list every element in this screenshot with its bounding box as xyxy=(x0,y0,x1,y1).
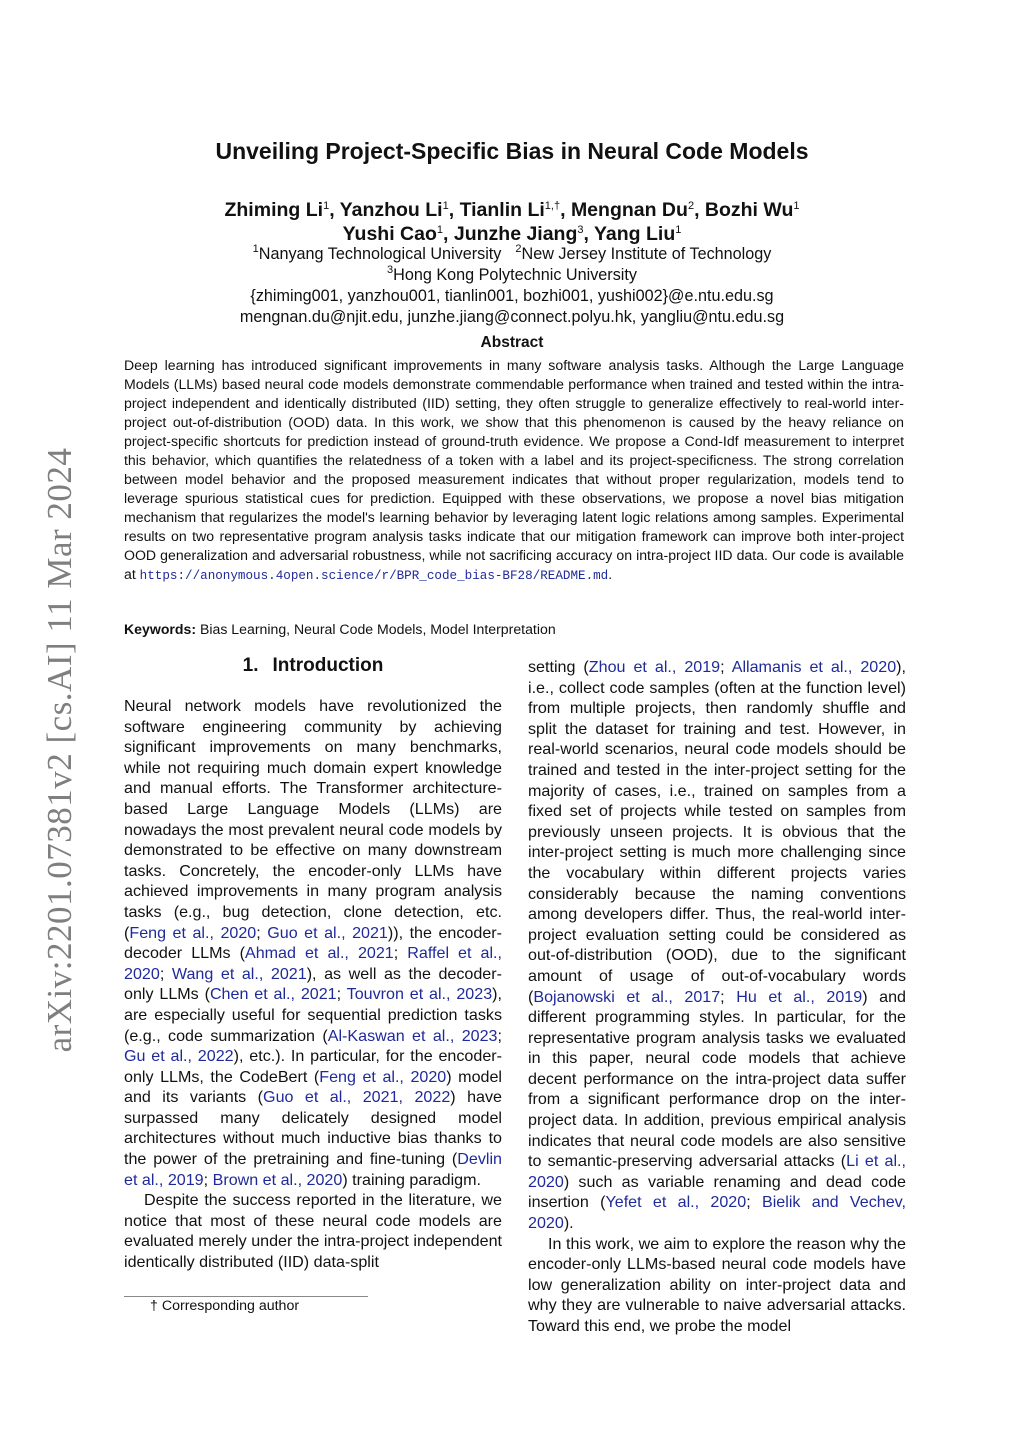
body-text: ), i.e., collect code samples (often at the function level) from multiple projects, then randomly shuffle and split the dataset for training and test. However, in real-world scenarios, neural code models should be trained and tested in the inter-project setting for the majority of cases, i.e., trained on samples from a fixed set of projects while tested on samples from previously unseen projects. It is obvious that the inter-project setting is much more challenging since the vocabulary within different projects varies considerably because the naming conventions among developers differ. Thus, the real-world inter-project evaluation setting could be considered as out-of-distribution (OOD), due to the significant amount of usage of out-of-vocabulary words ( xyxy=(528,658,906,1006)
author-affiliation-marker: 1 xyxy=(675,224,682,236)
keywords-label: Keywords: xyxy=(124,621,197,637)
body-text: ; xyxy=(393,944,408,963)
citation-link[interactable]: Raffel et al., 2020 xyxy=(124,944,502,983)
author-affiliation-marker: 1 xyxy=(793,200,800,212)
keywords xyxy=(124,620,904,639)
citation-link[interactable]: Brown et al., 2020 xyxy=(212,1170,343,1189)
author-name: Tianlin Li xyxy=(459,199,545,221)
author-separator: , xyxy=(329,199,340,221)
author-line-2 xyxy=(0,222,1024,246)
affiliations xyxy=(0,244,1024,328)
citation-link[interactable]: Ahmad et al., 2021 xyxy=(244,944,394,963)
author-separator: , xyxy=(694,199,705,221)
paragraph xyxy=(528,1234,906,1337)
citation-link[interactable]: Touvron et al., 2023 xyxy=(346,985,493,1004)
abstract-end: . xyxy=(608,566,613,582)
citation-link[interactable]: Yefet et al., 2020 xyxy=(605,1193,747,1212)
citation-link[interactable]: Allamanis et al., 2020 xyxy=(731,658,897,676)
abstract-text: Deep learning has introduced significant improvements in many software analysis tasks. Although the Large Language Models (LLMs) based neural code models demonstrate commendable performance when trained and tested within the intra-project independent and identically distributed (IID) setting, they often struggle to generalize effectively to real-world inter-project out-of-distribution (OOD) data. In this work, we show that this phenomenon is caused by the heavy reliance on project-specific shortcuts for prediction instead of ground-truth evidence. We propose a Cond-Idf measurement to interpret this behavior, which quantifies the relatedness of a token with a label and its project-specificness. The strong correlation between model behavior and the proposed measurement indicates that without proper regularization, models tend to leverage spurious statistical cues for prediction. Equipped with these observations, we propose a novel bias mitigation mechanism that regularizes the model's learning behavior by leveraging latent logic relations among samples. Experimental results on two representative program analysis tasks indicate that our mitigation framework can improve both inter-project OOD generalization and adversarial robustness, while not sacrificing accuracy on intra-project IID data. Our code is available at xyxy=(124,357,904,582)
body-text: ; xyxy=(720,987,737,1006)
citation-link[interactable]: Li et al., 2020 xyxy=(528,1152,906,1191)
right-column xyxy=(528,657,906,1337)
body-text: )), the encoder-decoder LLMs ( xyxy=(124,923,502,963)
citation-link[interactable]: Chen et al., 2021 xyxy=(209,985,337,1004)
body-text: ), as well as the decoder-only LLMs ( xyxy=(124,964,502,1004)
body-text: Despite the success reported in the literature, we notice that most of these neural code models are evaluated merely under the intra-project independent identically distributed (IID) data-split xyxy=(124,1191,502,1272)
footnote-corresponding-author: † Corresponding author xyxy=(150,1298,300,1314)
author-separator: , xyxy=(560,199,571,221)
body-text: ; xyxy=(497,1026,502,1045)
author-name: Mengnan Du xyxy=(570,199,688,221)
body-text: ) training paradigm. xyxy=(342,1170,481,1189)
body-text: ; xyxy=(746,1193,762,1212)
affiliation-marker: 3 xyxy=(387,264,394,276)
affiliation-polyu: Hong Kong Polytechnic University xyxy=(393,266,637,284)
citation-link[interactable]: Feng et al., 2020 xyxy=(319,1067,447,1086)
body-text: ; xyxy=(256,923,268,942)
abstract-heading: Abstract xyxy=(480,334,544,351)
author-emails-2: mengnan.du@njit.edu, junzhe.jiang@connect.polyu.hk, yangliu@ntu.edu.sg xyxy=(239,308,785,326)
author-affiliation-marker: 3 xyxy=(577,224,584,236)
author-affiliation-marker: 1,† xyxy=(544,200,561,212)
author-name: Zhiming Li xyxy=(224,199,324,221)
keywords-text: Bias Learning, Neural Code Models, Model Interpretation xyxy=(196,621,556,637)
citation-link[interactable]: Devlin et al., 2019 xyxy=(124,1150,502,1189)
author-name: Yushi Cao xyxy=(342,223,437,245)
left-column xyxy=(124,696,502,1273)
author-separator: , xyxy=(448,199,460,221)
paragraph xyxy=(124,696,502,1190)
citation-link[interactable]: Feng et al., 2020 xyxy=(129,923,257,942)
author-name: Yanzhou Li xyxy=(339,199,443,221)
citation-link[interactable]: Al-Kaswan et al., 2023 xyxy=(327,1026,498,1045)
arxiv-identifier-stamp: arXiv:2201.07381v2 [cs.AI] 11 Mar 2024 xyxy=(40,447,79,1053)
affiliation-line-2 xyxy=(0,265,1024,286)
section-number: 1. xyxy=(242,655,259,676)
body-text: In this work, we aim to explore the reason why the encoder-only LLMs-based neural code models have low generalization ability on inter-project data and why they are vulnerable to naive adversarial attacks. Toward this end, we probe the model xyxy=(528,1234,906,1335)
body-text: ; xyxy=(159,964,172,983)
citation-link[interactable]: Gu et al., 2022 xyxy=(124,1047,234,1066)
body-text: ) and different programming styles. In particular, for the representative program analysis tasks we evaluated in this paper, neural code models that achieve decent performance on the intra-project data suffer from a significant performance drop on the inter-project data. In addition, previous empirical analysis indicates that neural code models are also sensitive to semantic-preserving adversarial attacks ( xyxy=(528,987,906,1171)
body-text: ), etc.). In particular, for the encoder-only LLMs, the CodeBert ( xyxy=(124,1047,502,1086)
citation-link[interactable]: Zhou et al., 2019 xyxy=(588,658,721,676)
author-name: Bozhi Wu xyxy=(704,199,794,221)
code-url-link[interactable]: https://anonymous.4open.science/r/BPR_code_bias-BF28/README.md xyxy=(139,569,609,583)
author-separator: , xyxy=(443,223,454,245)
affiliation-njit: New Jersey Institute of Technology xyxy=(521,245,772,263)
author-affiliation-marker: 1 xyxy=(442,200,449,212)
body-text: setting ( xyxy=(528,658,589,676)
section-title: Introduction xyxy=(272,655,384,676)
author-affiliation-marker: 1 xyxy=(323,200,330,212)
body-text: Neural network models have revolutionized the software engineering community by achieving significant improvements on many benchmarks, while not requiring much domain expert knowledge and manual efforts. The Transformer architecture-based Large Language Models (LLMs) are nowadays the most prevalent neural code models by demonstrated to be effective on many downstream tasks. Concretely, the encoder-only LLMs have achieved improvements in many program analysis tasks (e.g., bug detection, clone detection, etc. ( xyxy=(124,697,502,942)
citation-link[interactable]: Wang et al., 2021 xyxy=(171,964,307,983)
citation-link[interactable]: Guo et al., 2021, 2022 xyxy=(263,1088,451,1107)
body-text: ) model and its variants ( xyxy=(124,1067,503,1107)
body-text: ; xyxy=(203,1170,213,1189)
body-text: ), are especially useful for sequential prediction tasks (e.g., code summarization ( xyxy=(124,985,502,1045)
paragraph xyxy=(124,1190,502,1272)
abstract-body xyxy=(124,356,904,586)
author-separator: , xyxy=(583,223,594,245)
paper-title: Unveiling Project-Specific Bias in Neural Code Models xyxy=(215,138,809,164)
citation-link[interactable]: Bojanowski et al., 2017 xyxy=(533,987,721,1006)
citation-link[interactable]: Hu et al., 2019 xyxy=(736,987,863,1006)
citation-link[interactable]: Guo et al., 2021 xyxy=(267,923,388,942)
citation-link[interactable]: Bielik and Vechev, 2020 xyxy=(528,1193,906,1233)
body-text: ; xyxy=(720,658,732,676)
author-affiliation-marker: 2 xyxy=(687,200,695,212)
body-text: ) such as variable renaming and dead code insertion ( xyxy=(528,1172,906,1212)
paragraph xyxy=(528,657,906,1234)
affiliation-marker: 2 xyxy=(515,243,522,255)
footnote-rule xyxy=(124,1296,368,1297)
author-name: Yang Liu xyxy=(594,223,676,245)
body-text: ; xyxy=(336,985,347,1004)
affiliation-line-1 xyxy=(0,244,1024,265)
author-affiliation-marker: 1 xyxy=(436,224,444,236)
section-heading-introduction xyxy=(124,655,502,677)
body-text: ). xyxy=(563,1214,574,1233)
author-emails-1: {zhiming001, yanzhou001, tianlin001, bozhi001, yushi002}@e.ntu.edu.sg xyxy=(250,287,774,305)
author-list xyxy=(0,198,1024,246)
author-name: Junzhe Jiang xyxy=(453,223,578,245)
body-text: ) have surpassed many delicately designed model architectures without much inductive bias thanks to the power of the pretraining and fine-tuning ( xyxy=(124,1088,502,1169)
affiliation-marker: 1 xyxy=(252,243,259,255)
affiliation-ntu: Nanyang Technological University xyxy=(258,245,502,263)
author-line-1 xyxy=(0,198,1024,222)
